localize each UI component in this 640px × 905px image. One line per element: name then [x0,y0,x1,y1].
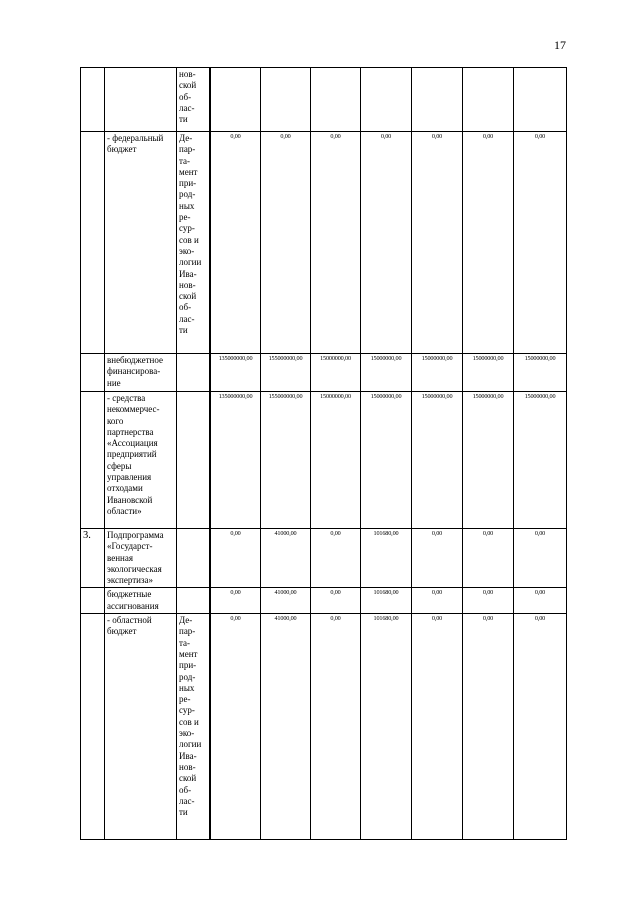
amount-cell: 101680,00 [361,529,412,588]
row-federal-budget [81,132,567,354]
amount-cell: 0,00 [463,588,514,614]
amount-cell: 0,00 [412,614,463,840]
amount-cell: 0,00 [211,529,261,588]
executor-cell: Де- пар- та- мент при- род- ных ре- сур- сов и эко- логии Ива- нов- ской об- лас- ти [177,614,210,840]
amount-cell: 15000000,00 [463,354,514,392]
row-number-cell [81,392,105,529]
amount-cell: 135000000,00 [211,354,261,392]
amount-cell: 15000000,00 [412,354,463,392]
executor-cell [177,529,210,588]
amount-cell: 0,00 [311,132,361,354]
amount-cell: 0,00 [311,614,361,840]
amount-cell [412,68,463,132]
amount-cell: 15000000,00 [361,392,412,529]
executor-cell: Де- пар- та- мент при- род- ных ре- сур- сов и эко- логии Ива- нов- ской об- лас- ти [177,132,210,354]
row-name-cell: Подпрограмма «Государст- венная экологическая экспертиза» [105,529,177,588]
amount-cell: 41000,00 [261,588,311,614]
executor-cell [177,588,210,614]
amount-cell: 15000000,00 [463,392,514,529]
amount-cell: 135000000,00 [211,392,261,529]
amount-cell: 15000000,00 [311,354,361,392]
amount-cell: 15000000,00 [361,354,412,392]
row-extrabudgetary [81,354,567,392]
amount-cell: 0,00 [463,529,514,588]
amount-cell: 0,00 [463,614,514,840]
row-number-cell [81,614,105,840]
row-nonprofit-funds [81,392,567,529]
amount-cell [211,68,261,132]
row-number-cell [81,354,105,392]
amount-cell: 0,00 [412,588,463,614]
amount-cell: 101680,00 [361,614,412,840]
executor-cell [177,354,210,392]
amount-cell: 0,00 [412,529,463,588]
amount-cell: 41000,00 [261,614,311,840]
amount-cell: 41000,00 [261,529,311,588]
row-number-cell [81,588,105,614]
amount-cell: 0,00 [514,614,567,840]
amount-cell [361,68,412,132]
executor-cell: нов- ской об- лас- ти [177,68,210,132]
amount-cell: 15000000,00 [514,354,567,392]
row-name-cell [105,68,177,132]
row-name-cell: - областной бюджет [105,614,177,840]
amount-cell [261,68,311,132]
amount-cell: 0,00 [211,588,261,614]
amount-cell: 0,00 [514,132,567,354]
amount-cell: 0,00 [514,529,567,588]
amount-cell: 0,00 [361,132,412,354]
amount-cell: 0,00 [463,132,514,354]
row-budget-allocations [81,588,567,614]
row-regional-budget [81,614,567,840]
row-name-cell: - федеральный бюджет [105,132,177,354]
amount-cell: 0,00 [261,132,311,354]
row-number-cell: 3. [81,529,105,588]
executor-cell [177,392,210,529]
amount-cell: 0,00 [514,588,567,614]
amount-cell: 155000000,00 [261,392,311,529]
amount-cell: 15000000,00 [412,392,463,529]
amount-cell: 0,00 [311,588,361,614]
budget-table [80,67,567,840]
amount-cell: 101680,00 [361,588,412,614]
row-continuation [81,68,567,132]
row-subprogram-3 [81,529,567,588]
page-number: 17 [554,38,566,52]
row-number-cell [81,132,105,354]
amount-cell [463,68,514,132]
amount-cell [514,68,567,132]
row-number-cell [81,68,105,132]
row-name-cell: внебюджетное финансирова- ние [105,354,177,392]
amount-cell: 155000000,00 [261,354,311,392]
amount-cell: 0,00 [412,132,463,354]
amount-cell: 0,00 [311,529,361,588]
amount-cell: 15000000,00 [311,392,361,529]
row-name-cell: - средства некоммерчес- кого партнерства «Ассоциация предприятий сферы управления отходами Ивановской области» [105,392,177,529]
amount-cell: 0,00 [211,614,261,840]
amount-cell: 15000000,00 [514,392,567,529]
row-name-cell: бюджетные ассигнования [105,588,177,614]
amount-cell: 0,00 [211,132,261,354]
amount-cell [311,68,361,132]
